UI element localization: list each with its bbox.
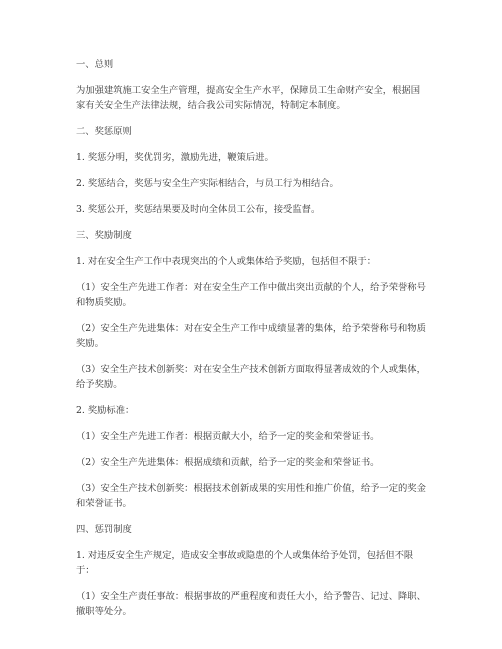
penalty-item-1: 1. 对违反安全生产规定，造成安全事故或隐患的个人或集体给予处罚，包括但不限于： bbox=[76, 550, 414, 576]
reward-subitem-2c: （3）安全生产技术创新奖：根据技术创新成果的实用性和推广价值，给予一定的奖金和荣誉证书。 bbox=[76, 483, 426, 509]
section-heading-principles: 二、奖惩原则 bbox=[76, 126, 132, 137]
section-heading-rewards: 三、奖励制度 bbox=[76, 230, 132, 241]
reward-subitem-1c: （3）安全生产技术创新奖：对在安全生产技术创新方面取得显著成效的个人或集体，给予奖励。 bbox=[76, 364, 426, 390]
principle-item-1: 1. 奖惩分明，奖优罚劣，激励先进，鞭策后进。 bbox=[76, 152, 274, 163]
principle-item-2: 2. 奖惩结合，奖惩与安全生产实际相结合，与员工行为相结合。 bbox=[76, 178, 339, 189]
paragraph-general: 为加强建筑施工安全生产管理，提高安全生产水平，保障员工生命财产安全，根据国家有关安全生产法律法规，结合我公司实际情况，特制定本制度。 bbox=[76, 85, 420, 111]
reward-item-1: 1. 对在安全生产工作中表现突出的个人或集体给予奖励，包括但不限于： bbox=[76, 256, 377, 267]
document-body bbox=[76, 57, 428, 629]
reward-subitem-1b: （2）安全生产先进集体：对在安全生产工作中成绩显著的集体，给予荣誉称号和物质奖励。 bbox=[76, 323, 426, 349]
reward-subitem-1a: （1）安全生产先进工作者：对在安全生产工作中做出突出贡献的个人，给予荣誉称号和物质奖励。 bbox=[76, 282, 426, 308]
section-heading-penalties: 四、惩罚制度 bbox=[76, 524, 132, 535]
section-heading-general: 一、总则 bbox=[76, 59, 114, 70]
penalty-subitem-1a: （1）安全生产责任事故：根据事故的严重程度和责任大小，给予警告、记过、降职、撤职等处分。 bbox=[76, 591, 426, 617]
reward-subitem-2a: （1）安全生产先进工作者：根据贡献大小，给予一定的奖金和荣誉证书。 bbox=[76, 431, 380, 442]
reward-subitem-2b: （2）安全生产先进集体：根据成绩和贡献，给予一定的奖金和荣誉证书。 bbox=[76, 457, 380, 468]
reward-item-2: 2. 奖励标准： bbox=[76, 405, 135, 416]
principle-item-3: 3. 奖惩公开，奖惩结果要及时向全体员工公布，接受监督。 bbox=[76, 204, 321, 215]
